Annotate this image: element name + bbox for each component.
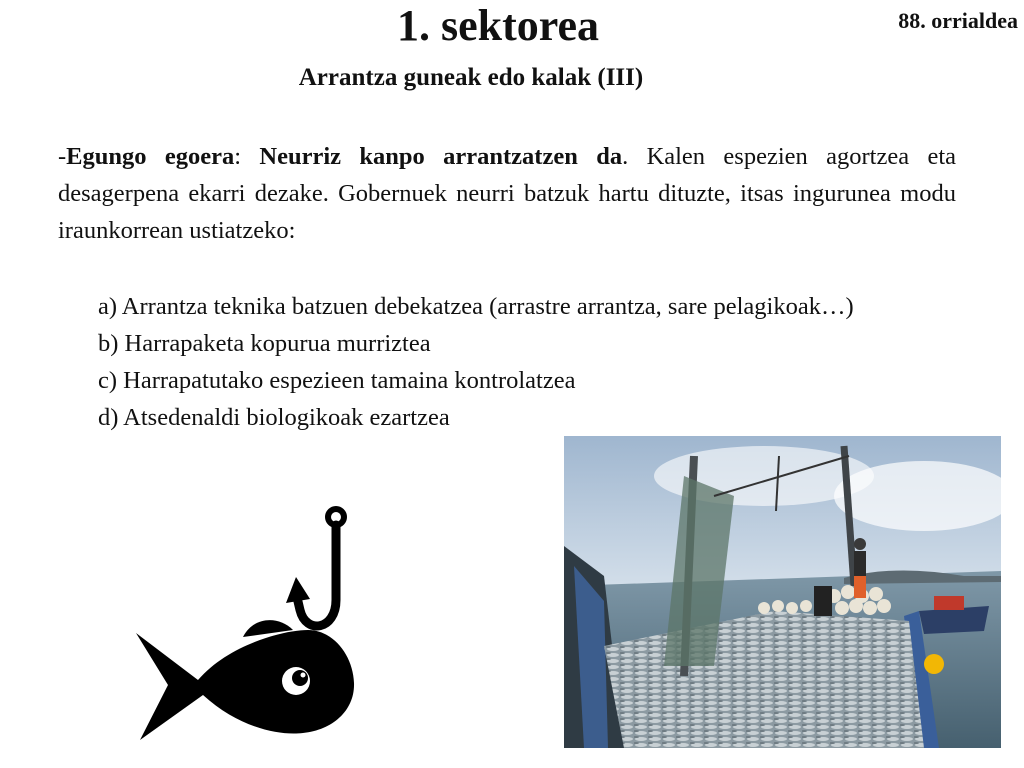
- measures-list: [98, 288, 956, 436]
- overfishing-statement: Neurriz kanpo arrantzatzen da: [259, 143, 623, 170]
- measure-item: a) Arrantza teknika batzuen debekatzea (arrastre arrantza, sare pelagikoak…): [98, 293, 854, 320]
- measure-item: b) Harrapaketa kopurua murriztea: [98, 330, 431, 357]
- page-number: 88. orrialdea: [898, 8, 1018, 33]
- slide-title: 1. sektorea: [396, 1, 600, 50]
- fish-icon: [136, 620, 354, 740]
- label-colon: :: [234, 143, 260, 170]
- fishing-boat-photo: [564, 436, 1001, 748]
- fishing-hook-icon: [286, 509, 344, 626]
- slide-subtitle: Arrantza guneak edo kalak (III): [298, 64, 644, 91]
- lead-dash: -: [58, 143, 67, 170]
- fish-and-hook-illustration: [128, 505, 408, 750]
- measure-item: d) Atsedenaldi biologikoak ezartzea: [98, 404, 450, 431]
- measure-item: c) Harrapatutako espezieen tamaina kontrolatzea: [98, 367, 576, 394]
- intro-rest: . Kalen espezien agortzea eta desagerpena ekarri dezake. Gobernuek neurri batzuk hartu dituzte, itsas ingurunea modu iraunkorrean ustiatzeko:: [58, 143, 956, 244]
- situation-label: Egungo egoera: [66, 143, 235, 170]
- intro-paragraph: [58, 138, 956, 249]
